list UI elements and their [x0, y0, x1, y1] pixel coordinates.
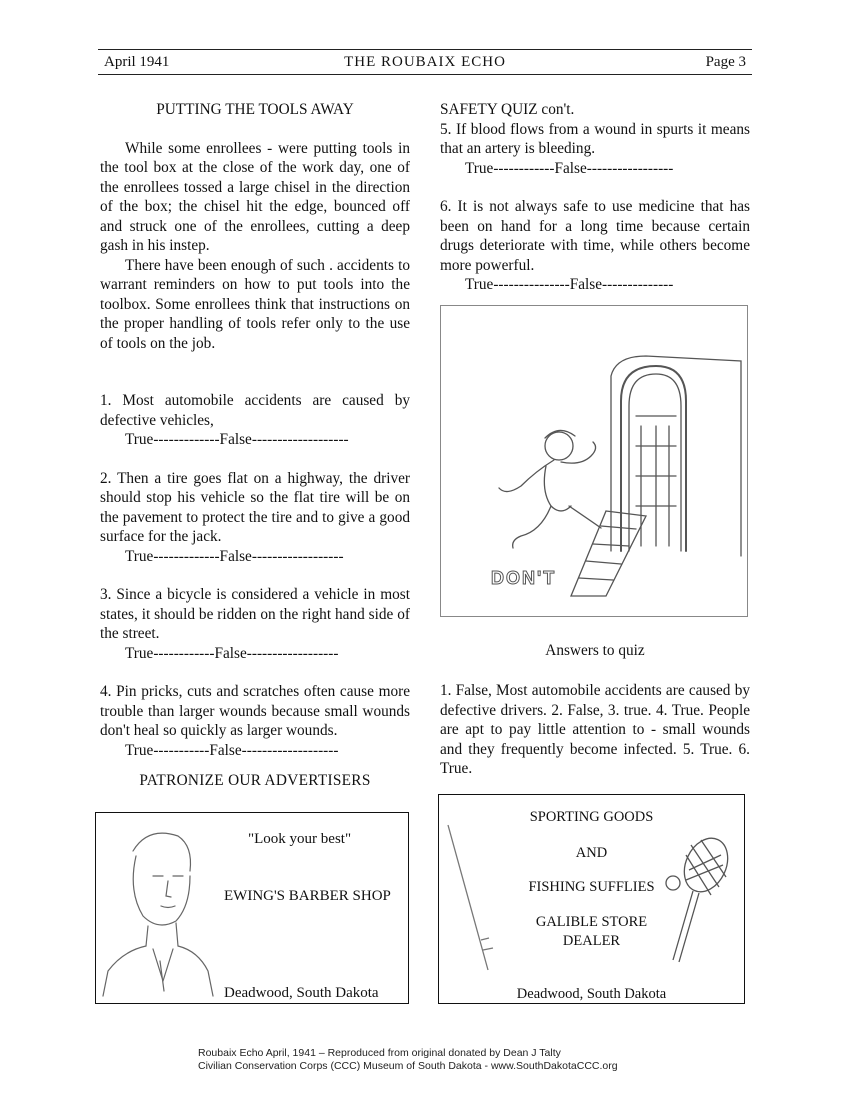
- cartoon-caption: DON'T: [491, 568, 557, 588]
- sporting-goods-ad: [438, 794, 745, 1004]
- patronize-heading: PATRONIZE OUR ADVERTISERS: [139, 772, 371, 789]
- footer-line-1: Roubaix Echo April, 1941 – Reproduced from original donated by Dean J Talty: [198, 1047, 561, 1059]
- quiz-question-2: 2. Then a tire goes flat on a highway, the driver should stop his vehicle so the flat tire will be on the pavement to protect the tire and to give a good surface for the jack.: [100, 469, 410, 545]
- sporting-line-2: AND: [575, 845, 608, 861]
- barber-slogan: "Look your best": [248, 831, 352, 847]
- newspaper-title: THE ROUBAIX ECHO: [344, 54, 506, 70]
- issue-date: April 1941: [104, 54, 170, 70]
- article-paragraph-2: There have been enough of such . accidents to warrant reminders on how to put tools into the toolbox. Some enrollees think that instructions on the proper handling of tools refer only to the use of tools on the job.: [100, 256, 410, 352]
- barber-shop-name: EWING'S BARBER SHOP: [224, 888, 391, 904]
- answers-text: 1. False, Most automobile accidents are caused by defective drivers. 2. False, 3. true. 4. True. People are apt to pay little attention to - small wounds and they frequently become infected. 5. True. 6. True.: [440, 682, 750, 777]
- quiz-answer-line-6: True---------------False--------------: [465, 276, 674, 293]
- quiz-answer-line-2: True-------------False------------------: [125, 547, 344, 565]
- page-number: Page 3: [705, 54, 746, 70]
- sporting-line-5: DEALER: [562, 933, 621, 949]
- answers-title: Answers to quiz: [545, 642, 645, 659]
- quiz-question-1: 1. Most automobile accidents are caused by defective vehicles,: [100, 392, 410, 429]
- quiz-answer-line-1: True-------------False-------------------: [125, 431, 349, 448]
- left-column: [100, 100, 410, 760]
- quiz-question-4: 4. Pin pricks, cuts and scratches often cause more trouble than larger wounds because small wounds don't heal so quickly as larger wounds.: [100, 683, 410, 739]
- footer-line-2: Civilian Conservation Corps (CCC) Museum of South Dakota - www.SouthDakotaCCC.org: [198, 1060, 618, 1072]
- page-header: [98, 49, 752, 75]
- quiz-continued-heading: SAFETY QUIZ con't.: [440, 101, 575, 118]
- cartoon-drawing: [441, 306, 747, 616]
- barber-shop-ad: [95, 812, 409, 1004]
- quiz-answer-line-3: True------------False------------------: [125, 644, 339, 662]
- barber-location: Deadwood, South Dakota: [224, 985, 379, 1001]
- right-column: [440, 100, 750, 295]
- quiz-answer-line-4: True-----------False-------------------: [125, 741, 339, 759]
- quiz-answer-line-5: True------------False-----------------: [465, 159, 674, 177]
- quiz-question-5: 5. If blood flows from a wound in spurts it means that an artery is bleeding.: [440, 120, 750, 157]
- quiz-question-6: 6. It is not always safe to use medicine that has been on hand for a long time because certain drugs deteriorate with time, while others become more powerful.: [440, 198, 750, 274]
- safety-cartoon: [440, 305, 748, 617]
- sporting-line-1: SPORTING GOODS: [529, 809, 654, 825]
- barber-portrait: [98, 821, 218, 999]
- quiz-question-3: 3. Since a bicycle is considered a vehicle in most states, it should be ridden on the right hand side of the street.: [100, 586, 410, 642]
- sporting-line-4: GALIBLE STORE: [535, 914, 648, 930]
- sporting-line-3: FISHING SUFFLIES: [528, 879, 655, 895]
- page-footer: [198, 1047, 618, 1073]
- article-paragraph-1: While some enrollees - were putting tools in the tool box at the close of the work day, one of the enrollees tossed a large chisel in the direction of the box; the chisel hit the edge, bounced off and struck one of the enrollees, cutting a deep gash in his instep.: [100, 139, 410, 254]
- fishing-rod-icon: [443, 820, 503, 980]
- sporting-location: Deadwood, South Dakota: [516, 986, 667, 1002]
- article-heading: PUTTING THE TOOLS AWAY: [156, 101, 354, 118]
